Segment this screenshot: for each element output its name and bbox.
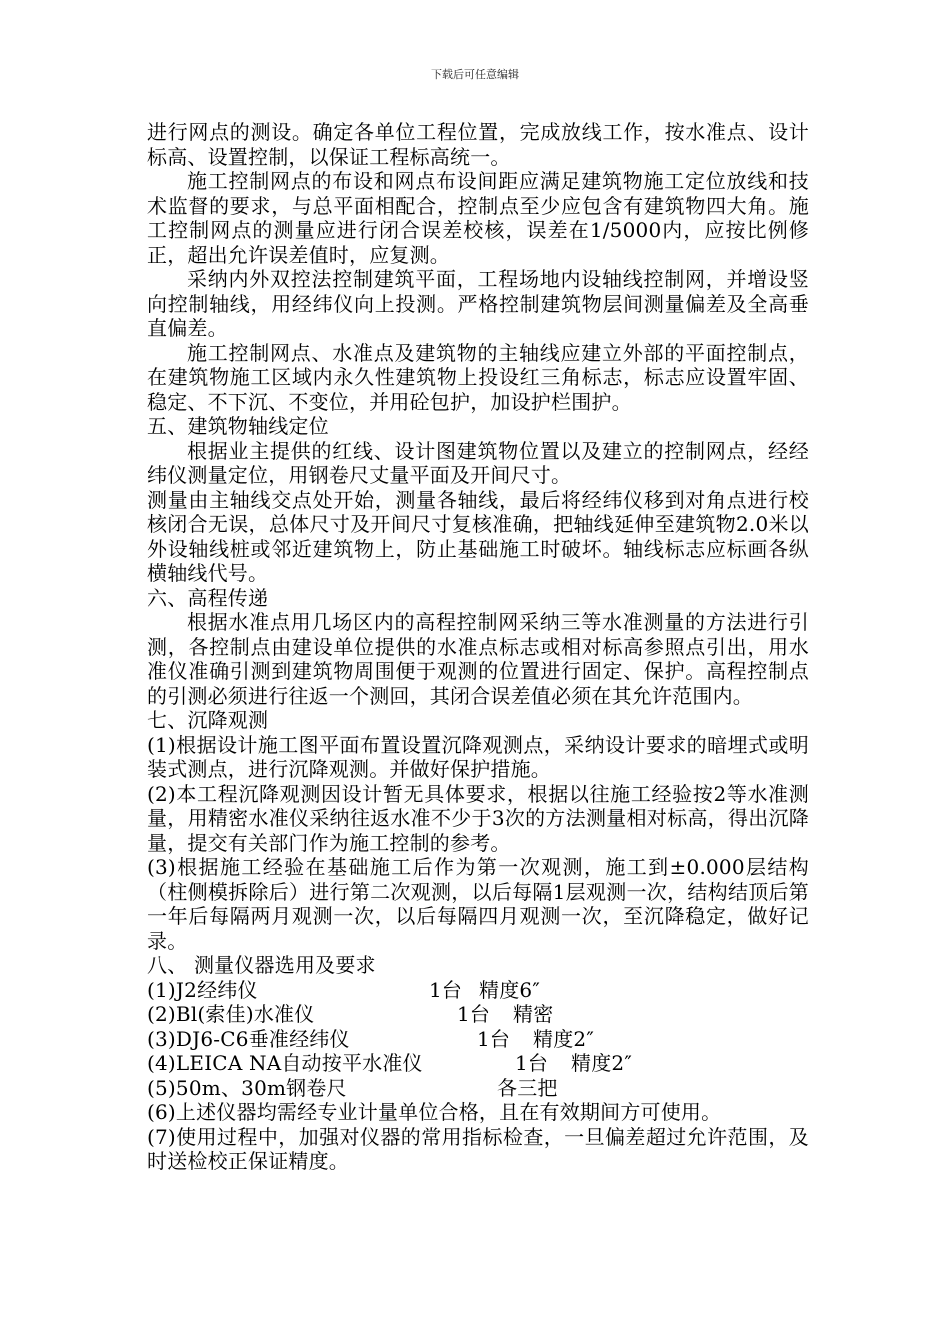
list-item: (6)上述仪器均需经专业计量单位合格，且在有效期间方可使用。 [147,1100,722,1124]
paragraph: 采纳内外双控法控制建筑平面，工程场地内设轴线控制网，并增设竖向控制轴线，用经纬仪向上投测。严格控制建筑物层间测量偏差及全高垂直偏差。 [147,267,809,340]
paragraph: 测量由主轴线交点处开始，测量各轴线，最后将经纬仪移到对角点进行校核闭合无误，总体尺寸及开间尺寸复核准确，把轴线延伸至建筑物2.0米以外设轴线桩或邻近建筑物上，防止基础施工时破坏。轴线标志应标画各纵横轴线代号。 [147,487,809,585]
instrument-row [147,1027,809,1052]
section-heading: 八、 测量仪器选用及要求 [147,953,376,977]
paragraph: 进行网点的测设。确定各单位工程位置，完成放线工作，按水准点、设计标高、设置控制，以保证工程标高统一。 [147,120,809,169]
list-item: (3)根据施工经验在基础施工后作为第一次观测，施工到±0.000层结构（柱侧模拆除后）进行第二次观测，以后每隔1层观测一次，结构结顶后第一年后每隔两月观测一次，以后每隔四月观测一次，至沉降稳定，做好记录。 [147,855,809,953]
instrument-name: (3)DJ6-C6垂准经纬仪 [147,1026,350,1051]
instrument-spec: 精度2″ [533,1026,594,1051]
instrument-qty: 1台 [429,977,463,1002]
instrument-qty: 各三把 [497,1075,558,1100]
list-item: (2)本工程沉降观测因设计暂无具体要求，根据以往施工经验按2等水准测量，用精密水准仪采纳往返水准不少于3次的方法测量相对标高，得出沉降量，提交有关部门作为施工控制的参考。 [147,781,809,855]
instrument-row [147,1002,809,1027]
paragraph: 根据业主提供的红线、设计图建筑物位置以及建立的控制网点，经经纬仪测量定位，用钢卷尺丈量平面及开间尺寸。 [147,438,809,487]
section-heading: 六、高程传递 [147,585,269,610]
instrument-qty: 1台 [457,1002,491,1026]
instrument-name: (2)Bl(索佳)水准仪 [147,1002,315,1026]
instrument-spec: 精度6″ [479,977,540,1002]
list-item: (7)使用过程中，加强对仪器的常用指标检查，一旦偏差超过允许范围，及时送检校正保证精度。 [147,1124,809,1173]
instrument-row [147,1051,809,1076]
document-body [147,120,809,1174]
instrument-row [147,1076,809,1101]
instrument-row [147,978,809,1003]
list-item: (1)根据设计施工图平面布置设置沉降观测点，采纳设计要求的暗埋式或明装式测点，进行沉降观测。并做好保护措施。 [147,732,809,781]
section-heading: 七、沉降观测 [147,708,269,732]
instrument-name: (4)LEICA NA自动按平水准仪 [147,1051,423,1075]
instrument-spec: 精密 [513,1002,554,1026]
instrument-qty: 1台 [515,1051,549,1075]
paragraph: 根据水准点用几场区内的高程控制网采纳三等水准测量的方法进行引测，各控制点由建设单位提供的水准点标志或相对标高参照点引出，用水准仪准确引测到建筑物周围便于观测的位置进行固定、保护。高程控制点的引测必须进行往返一个测回，其闭合误差值必须在其允许范围内。 [147,610,809,708]
paragraph: 施工控制网点、水准点及建筑物的主轴线应建立外部的平面控制点，在建筑物施工区域内永久性建筑物上投设红三角标志，标志应设置牢固、稳定、不下沉、不变位，并用砼包护，加设护栏围护。 [147,340,809,414]
page-header: 下载后可任意编辑 [431,68,519,81]
instrument-spec: 精度2″ [571,1051,632,1075]
instrument-name: (1)J2经纬仪 [147,977,258,1002]
instrument-name: (5)50m、30m钢卷尺 [147,1075,347,1100]
paragraph: 施工控制网点的布设和网点布设间距应满足建筑物施工定位放线和技术监督的要求，与总平面相配合，控制点至少应包含有建筑物四大角。施工控制网点的测量应进行闭合误差校核，误差在1/5000内，应按比例修正，超出允许误差值时，应复测。 [147,169,809,267]
section-heading: 五、建筑物轴线定位 [147,414,329,438]
instrument-qty: 1台 [477,1026,511,1051]
